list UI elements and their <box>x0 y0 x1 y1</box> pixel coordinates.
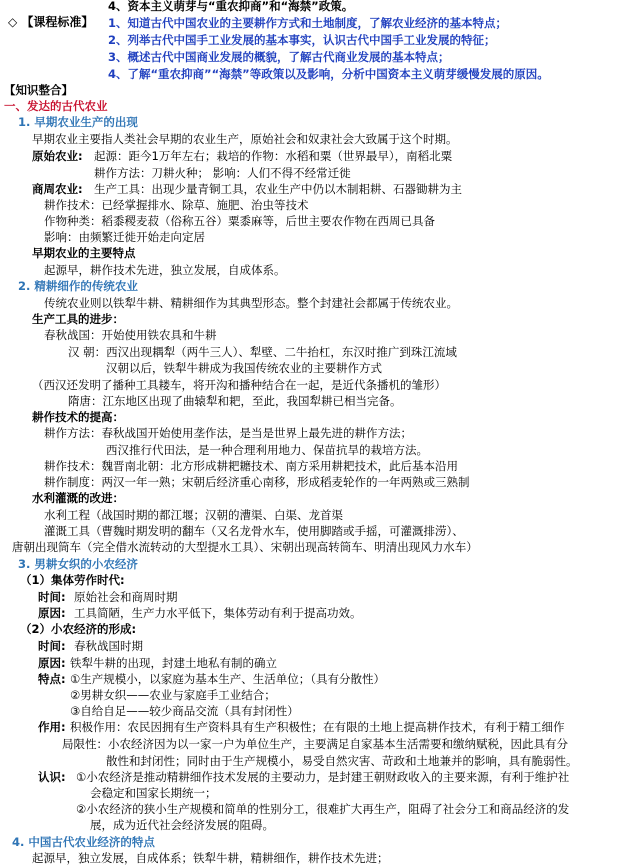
feature-2: ②男耕女织——农业与家庭手工业结合； <box>70 688 276 702</box>
recognition-1a: ①小农经济是推动精耕细作技术发展的主要动力，是封建王朝财政收入的主要来源，有利于维护社 <box>76 770 570 784</box>
p2-time-label: 时间: <box>38 639 66 653</box>
top-item: 4、资本主义萌芽与“重农抑商”和“海禁”政策。 <box>108 0 354 13</box>
p1-title: （1）集体劳作时代: <box>20 573 125 587</box>
p2-reason-label: 原因: <box>38 656 66 670</box>
standard-item-1: 1、知道古代中国农业的主要耕作方式和土地制度，了解农业经济的基本特点； <box>108 16 507 30</box>
recognition-label: 认识: <box>38 770 66 784</box>
effect-limit-2: 散性和封闭性；同时由于生产规模小，易受自然灾害、苛政和土地兼并的影响，具有脆弱性。 <box>106 754 578 768</box>
water-works: 水利工程（战国时期的都江堰；汉朝的漕渠、白渠、龙首渠 <box>44 508 343 522</box>
shang-line-3: 作物种类：稻黍稷麦菽（俗称五谷）粟黍麻等，后世主要农作物在西周已具备 <box>44 214 435 228</box>
water-title: 水利灌溉的改进： <box>32 491 124 505</box>
p2-time: 春秋战国时期 <box>74 639 143 653</box>
standard-item-2: 2、列举古代中国手工业发展的基本事实，认识古代中国手工业发展的特征； <box>108 33 496 47</box>
standard-item-3: 3、概述古代中国商业发展的概貌，了解古代商业发展的基本特点； <box>108 50 450 64</box>
p1-time-label: 时间: <box>38 590 66 604</box>
s1-intro: 早期农业主要指人类社会早期的农业生产，原始社会和奴隶社会大致属于这个时期。 <box>32 132 458 146</box>
shang-label: 商周农业: <box>32 182 83 196</box>
effect-limit-1: 局限性：小农经济因为以一家一户为单位生产，主要满足自家基本生活需要和缴纳赋税，因此具有分 <box>62 737 568 751</box>
tools-suitang: 隋唐：江东地区出现了曲辕犁和耙，至此，我国犁耕已相当完备。 <box>68 394 402 408</box>
early-feature-title: 早期农业的主要特点 <box>32 246 136 260</box>
p1-time: 原始社会和商周时期 <box>74 590 178 604</box>
p1-reason-label: 原因: <box>38 606 66 620</box>
technique: 耕作技术：魏晋南北朝：北方形成耕耙耱技术、南方采用耕耙技术，此后基本沿用 <box>44 459 458 473</box>
tools-xihan: （西汉还发明了播种工具耧车，将开沟和播种结合在一起，是近代条播机的雏形） <box>32 378 446 392</box>
effect-positive: 积极作用：农民因拥有生产资料具有生产积极性；在有限的土地上提高耕作技术，有利于精工细作 <box>70 720 565 734</box>
subsection-1-title: 1. 早期农业生产的出现 <box>18 115 138 129</box>
shang-line-4: 影响：由频繁迁徙开始走向定居 <box>44 230 205 244</box>
p2-title: （2）小农经济的形成: <box>20 622 137 636</box>
feature-label: 特点: <box>38 672 66 686</box>
recognition-1b: 会稳定和国家长期统一； <box>90 786 217 800</box>
early-feature-text: 起源早，耕作技术先进，独立发展，自成体系。 <box>44 263 286 277</box>
s4-text: 起源早，独立发展，自成体系；铁犁牛耕，精耕细作，耕作技术先进； <box>32 851 389 865</box>
feature-3: ③自给自足——较少商品交流（具有封闭性） <box>70 704 299 718</box>
integration-label: 【知识整合】 <box>4 83 73 97</box>
recognition-2a: ②小农经济的狭小生产规模和简单的性别分工，很难扩大再生产，阻碍了社会分工和商品经济的发 <box>76 802 570 816</box>
tools-chunqiu: 春秋战国：开始使用铁农具和牛耕 <box>44 328 217 342</box>
subsection-4-title: 4. 中国古代农业经济的特点 <box>12 835 155 849</box>
method-2: 西汉推行代田法，是一种合理利用地力、保苗抗旱的栽培方法。 <box>106 443 428 457</box>
primitive-line-2: 耕作方法：刀耕火种； 影响：人们不得不经常迁徙 <box>94 166 351 180</box>
effect-label: 作用: <box>38 720 66 734</box>
water-tools-1: 灌溉工具（曹魏时期发明的翻车（又名龙骨水车，使用脚踏或手摇，可灌溉排涝）、 <box>44 524 464 538</box>
primitive-line-1: 起源：距今1万年左右；栽培的作物：水稻和粟（世界最早），南稻北粟 <box>94 149 453 163</box>
tools-han-2: 汉朝以后，铁犁牛耕成为我国传统农业的主要耕作方式 <box>106 361 382 375</box>
method-1: 耕作方法：春秋战国开始使用垄作法，是当是世界上最先进的耕作方法； <box>44 426 412 440</box>
system: 耕作制度：两汉一年一熟；宋朝后经济重心南移，形成稻麦轮作的一年两熟或三熟制 <box>44 475 470 489</box>
subsection-3-title: 3. 男耕女织的小农经济 <box>18 557 138 571</box>
standard-item-4: 4、了解“重农抑商”“海禁”等政策以及影响，分析中国资本主义萌芽缓慢发展的原因。 <box>108 67 549 81</box>
shang-line-2: 耕作技术：已经掌握排水、除草、施肥、治虫等技术 <box>44 198 309 212</box>
primitive-label: 原始农业: <box>32 149 83 163</box>
section-1-title: 一、发达的古代农业 <box>4 99 108 113</box>
tech-title: 耕作技术的提高： <box>32 410 124 424</box>
subsection-2-title: 2. 精耕细作的传统农业 <box>18 279 138 293</box>
water-tools-2: 唐朝出现筒车（完全借水流转动的大型提水工具）、宋朝出现高转筒车、明清出现风力水车） <box>12 540 478 554</box>
s2-intro: 传统农业则以铁犁牛耕、精耕细作为其典型形态。整个封建社会都属于传统农业。 <box>44 296 458 310</box>
curriculum-label: ◇ 【课程标准】 <box>8 15 94 29</box>
tools-title: 生产工具的进步： <box>32 312 124 326</box>
shang-line-1: 生产工具：出现少量青铜工具，农业生产中仍以木制耜耕、石器锄耕为主 <box>94 182 462 196</box>
feature-1: ①生产规模小，以家庭为基本生产、生活单位；（具有分散性） <box>70 672 386 686</box>
p1-reason: 工具简陋，生产力水平低下，集体劳动有利于提高功效。 <box>74 606 362 620</box>
tools-han-1: 汉 朝：西汉出现耦犁（两牛三人）、犁壁、二牛抬杠，东汉时推广到珠江流域 <box>68 345 457 359</box>
p2-reason: 铁犁牛耕的出现，封建土地私有制的确立 <box>70 656 277 670</box>
recognition-2b: 展，成为近代社会经济发展的阻碍。 <box>90 818 274 832</box>
